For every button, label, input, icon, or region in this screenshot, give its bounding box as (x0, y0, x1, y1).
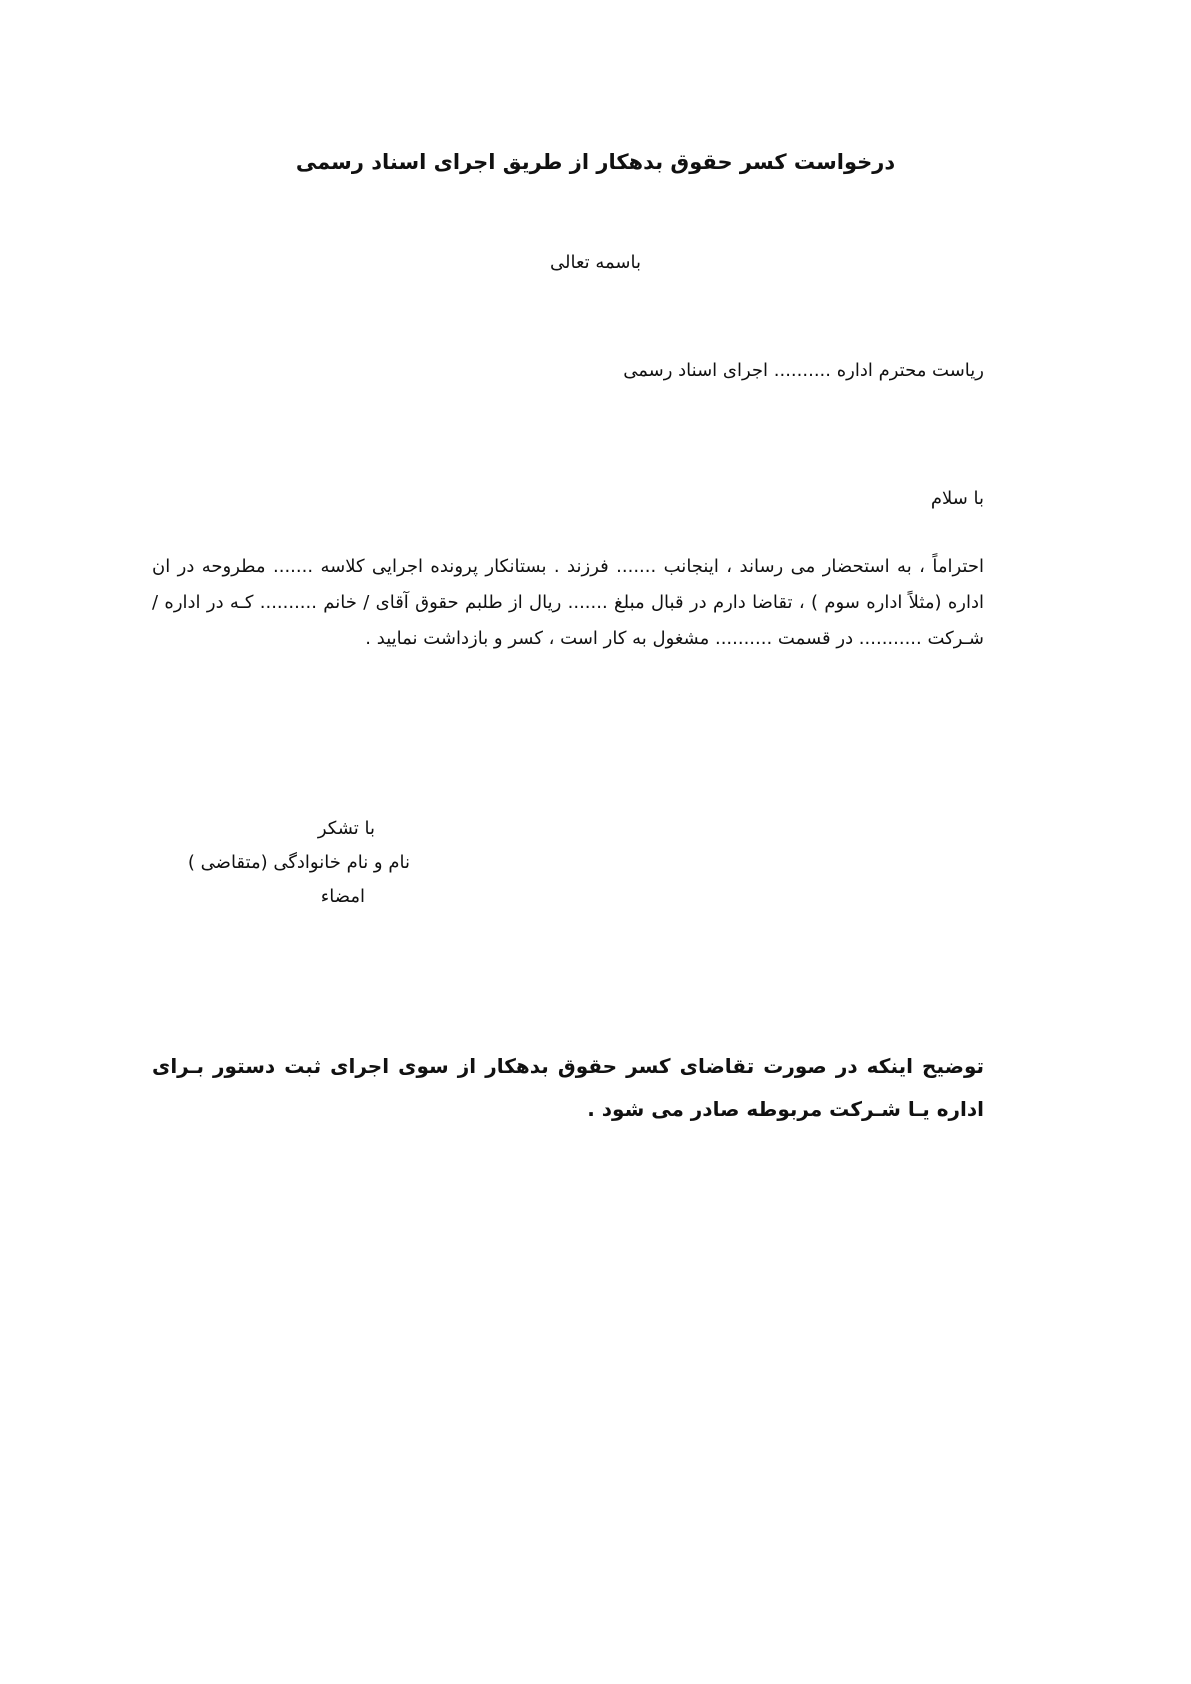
signature-sign-line: امضاء (320, 886, 365, 907)
greeting-line: با سلام (930, 488, 984, 509)
signature-name-line: نام و نام خانوادگی (متقاضی ) (187, 852, 410, 873)
request-body-paragraph: احتراماً ، به استحضار می رساند ، اینجانب ....... فرزند . بستانکار پرونده اجرایی کلاسه ....... مطروحه در ان اداره (مثلاً اداره سوم ) ، تقاضا دارم در قبال مبلغ ....... ریال از طلبم حقوق آقای / خانم .......... کـه در اداره / شـرکت ........... در قسمت .......... مشغول به کار است ، کسر و بازداشت نمایید . (152, 556, 984, 649)
signature-block (180, 812, 410, 914)
invocation-line: باسمه تعالی (549, 252, 642, 273)
addressee-line: ریاست محترم اداره .......... اجرای اسناد رسمی (623, 360, 984, 381)
explanatory-note: توضیح اینکه در صورت تقاضای کسر حقوق بدهکار از سوی اجرای ثبت دستور بـرای اداره یـا شـرکت مربوطه صادر می شود . (152, 1054, 984, 1121)
signature-thanks: با تشکر (317, 818, 375, 839)
document-title: درخواست کسر حقوق بدهکار از طریق اجرای اسناد رسمی (295, 150, 896, 174)
